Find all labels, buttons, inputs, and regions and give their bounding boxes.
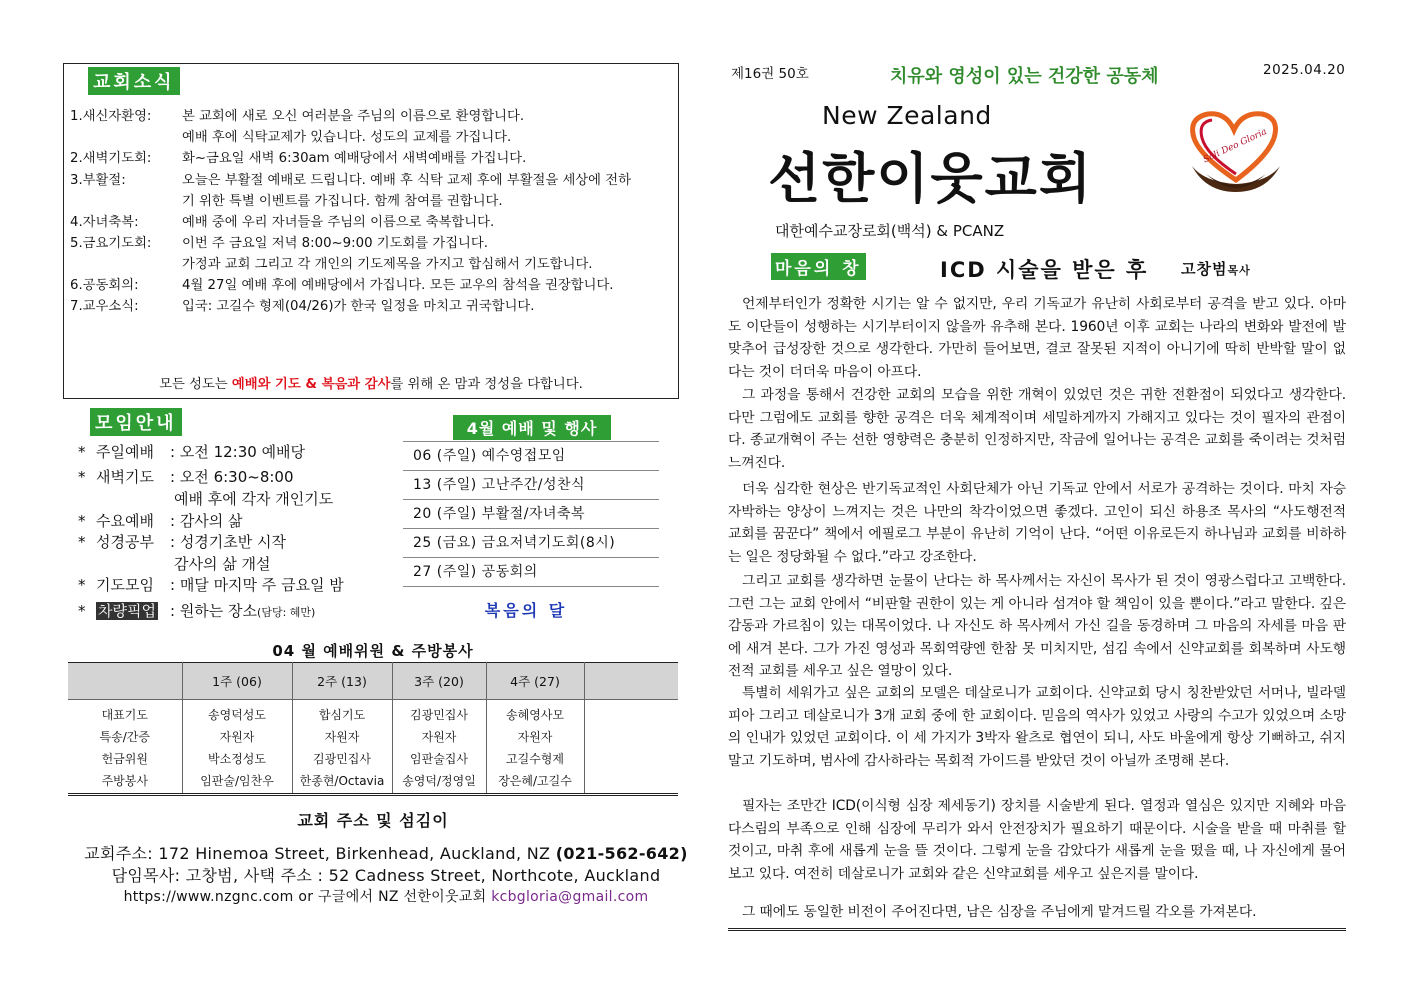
news-item-5: 5.금요기도회: 이번 주 금요일 저녁 8:00~9:00 기도회를 가집니다. [70,236,488,251]
news-item-3: 3.부활절: 오늘은 부활절 예배로 드립니다. 예배 후 식탁 교제 후에 부활절을 세상에 전하 [70,173,631,188]
duty-header-cell: 3주 (20) [392,663,486,700]
april-events-list [403,441,659,587]
church-logo [1176,104,1296,198]
meeting-item-5: * 기도모임 : 매달 마지막 주 금요일 밤 [78,576,344,594]
volume-number: 제16권 50호 [731,66,809,82]
church-motto: 치유와 영성이 있는 건강한 공동체 [890,66,1159,87]
article-title: ICD 시술을 받은 후 [940,258,1149,282]
news-closing-line: 모든 성도는 예배와 기도 & 복음과 감사를 위해 온 맘과 정성을 다합니다. [159,377,583,392]
duty-header-cell [584,663,678,700]
article-paragraph: 더욱 심각한 현상은 반기독교적인 사회단체가 아닌 기독교 안에서 서로가 공격하는 것이다. 마치 자승자박하는 양상이 느껴지는 것은 나만의 착각이었으면 좋겠다. 고인이 되신 하용조 목사의 “사도행전적 교회를 꿈꾼다” 책에서 에필로그 부분이 유난히 기억이 난다. “어떤 이유로든지 하나님과 교회를 비하하는 일은 정당화될 수 없다.”라고 강조한다. [728,481,1346,565]
heart-hands-icon [1176,104,1296,194]
article-paragraph: 그 과정을 통해서 건강한 교회의 모습을 위한 개혁이 있었던 것은 귀한 전환점이 되었다고 생각한다. 다만 그럼에도 교회를 향한 공격은 더욱 체계적이며 세밀하게까지 가해지고 있다는 것이 필자의 관점이다. 종교개혁이 주는 선한 영향력은 충분히 인정하지만, 작금에 일어나는 공격은 교회를 죽이려는 것처럼 느껴진다. [728,387,1346,471]
church-news-title: 교회소식 [88,67,180,95]
duty-week1-column: 송영덕성도 자원자 박소정성도 임판술/임찬우 [182,700,292,795]
article-author: 고창범목사 [1181,260,1251,278]
bulletin-date: 2025.04.20 [1263,62,1346,78]
news-item-6: 6.공동회의: 4월 27일 예배 후에 예배당에서 가집니다. 모든 교우의 참석을 권장합니다. [70,278,614,293]
church-phone: (021-562-642) [555,844,688,863]
news-item-3-cont: 기 위한 특별 이벤트를 가집니다. 함께 참여를 권합니다. [182,194,503,209]
meeting-item-2: * 새벽기도 : 오전 6:30~8:00 [78,468,294,486]
news-item-7: 7.교우소식: 입국: 고길수 형제(04/26)가 한국 일정을 마치고 귀국합니다. [70,299,535,314]
duty-header-cell [68,663,182,700]
april-event-item: 20 (주일) 부활절/자녀축복 [403,500,659,529]
april-event-item: 25 (금요) 금요저녁기도회(8시) [403,529,659,558]
april-event-item: 27 (주일) 공동회의 [403,558,659,587]
address-title: 교회 주소 및 섬김이 [297,811,449,830]
article-paragraph: 그 때에도 동일한 비전이 주어진다면, 남은 심장을 주님에게 맡겨드릴 각오를 가져본다. [742,904,1257,920]
meeting-item-6: * 차량픽업 : 원하는 장소(담당: 혜만) [78,602,316,620]
duty-table [68,662,678,796]
church-name: 선한이웃교회 [768,147,1093,210]
article-paragraph: 필자는 조만간 ICD(이식형 심장 제세동기) 장치를 시술받게 된다. 열정과 열심은 있지만 지혜와 마음 다스림의 부족으로 인해 심장에 무리가 와서 안전장치가 필요하기 때문이다. 시술을 받을 때 마취를 할 것이고, 마취 후에 새롭게 눈을 뜰 것이다. 그렇게 눈을 감았다가 새롭게 눈을 떴을 때, 나 자신에게 물어보고 있다. 여전히 데살로니가 교회와 같은 신약교회를 세우고 싶은지를 말이다. [728,798,1346,882]
meeting-item-1: * 주일예배 : 오전 12:30 예배당 [78,443,306,461]
meeting-item-4-cont: 감사의 삶 개설 [174,555,271,573]
april-events-title: 4월 예배 및 행사 [438,415,626,440]
bottom-rule [728,928,1346,931]
duty-week3-column: 김광민집사 자원자 임판술집사 송영덕/정영일 [392,700,486,795]
article-paragraph: 특별히 세워가고 싶은 교회의 모델은 데살로니가 교회이다. 신약교회 당시 칭찬받았던 서머나, 빌라델피아 그리고 데살로니가 3개 교회 중에 한 교회이다. 믿음의 역사가 있었고 사랑의 수고가 있었으며 소망의 인내가 있었던 교회이다. 이 세 가지가 3박자 왈츠로 협연이 되니, 사도 바울에게 항상 기뻐하고, 쉬지 말고 기도하며, 범사에 감사하라는 목회적 가이드를 받았던 것이 아닐까 조명해 본다. [728,685,1346,769]
duty-header-cell: 4주 (27) [486,663,584,700]
new-zealand-label: New Zealand [822,101,992,130]
duty-header-cell: 1주 (06) [182,663,292,700]
news-item-2: 2.새벽기도회: 화~금요일 새벽 6:30am 예배당에서 새벽예배를 가집니다. [70,151,527,166]
article-paragraph: 그리고 교회를 생각하면 눈물이 난다는 하 목사께서는 자신이 목사가 된 것이 영광스럽다고 고백한다. 그런 그는 교회 안에서 “비판할 권한이 있는 게 아니라 섬겨야 할 책임이 있을 뿐이다.”라고 말한다. 깊은 감동과 가르침이 있는 대목이었다. 나 자신도 하 목사께서 가신 길을 동경하며 그 마음의 자세를 마음 판에 새겨 본다. 그가 가진 영성과 목회역량엔 한참 못 미치지만, 섬김 속에서 신약교회를 회복하며 사도행전적 교회를 세우고 싶은 열망이 있다. [728,573,1346,679]
duty-body-row [68,700,678,795]
column-label: 마음의 창 [771,253,866,280]
gospel-month-label: 복음의 달 [484,601,568,620]
website-line: https://www.nzgnc.com or 구글에서 NZ 선한이웃교회 kcbgloria@gmail.com [123,889,649,905]
news-item-4: 4.자녀축복: 예배 중에 우리 자녀들을 주님의 이름으로 축복합니다. [70,215,495,230]
email-link[interactable]: kcbgloria@gmail.com [491,889,649,905]
news-item-1: 1.새신자환영: 본 교회에 새로 오신 여러분을 주님의 이름으로 환영합니다. [70,109,525,124]
logo-text: Soli Deo Gloria [1201,127,1269,166]
article-paragraph: 언제부터인가 정확한 시기는 알 수 없지만, 우리 기독교가 유난히 사회로부터 공격을 받고 있다. 아마도 이단들이 성행하는 시기부터이지 않을까 유추해 본다. 1960년 이후 교회는 나라의 변화와 발전에 발맞추어 급성장한 것으로 생각한다. 가만히 들어보면, 결코 잘못된 지적이 아니기에 딱히 반박할 말이 없다는 것이 더더욱 마음이 아프다. [728,296,1346,380]
meeting-item-4: * 성경공부 : 성경기초반 시작 [78,533,287,551]
duty-header-row [68,663,678,700]
april-event-item: 13 (주일) 고난주간/성찬식 [403,471,659,500]
news-item-5-cont: 가정과 교회 그리고 각 개인의 기도제목을 가지고 합심해서 기도합니다. [182,257,593,272]
meeting-item-2-cont: 예배 후에 각자 개인기도 [174,490,334,508]
meeting-item-3: * 수요예배 : 감사의 삶 [78,512,243,530]
news-item-1-cont: 예배 후에 식탁교제가 있습니다. 성도의 교제를 가집니다. [182,130,512,145]
pastor-address: 담임목사: 고창범, 사택 주소 : 52 Cadness Street, Northcote, Auckland [111,866,661,885]
church-address: 교회주소: 172 Hinemoa Street, Birkenhead, Auckland, NZ (021-562-642) [84,844,688,863]
april-event-item: 06 (주일) 예수영접모임 [403,441,659,471]
duty-empty-column [584,700,678,795]
duty-table-title: 04 월 예배위원 & 주방봉사 [272,642,474,660]
duty-week4-column: 송혜영사모 자원자 고길수형제 장은혜/고길수 [486,700,584,795]
denomination: 대한예수교장로회(백석) & PCANZ [775,222,1005,240]
duty-role-column: 대표기도 특송/간증 헌금위원 주방봉사 [68,700,182,795]
meetings-title: 모임안내 [90,408,182,436]
duty-header-cell: 2주 (13) [292,663,392,700]
duty-week2-column: 합심기도 자원자 김광민집사 한종현/Octavia [292,700,392,795]
